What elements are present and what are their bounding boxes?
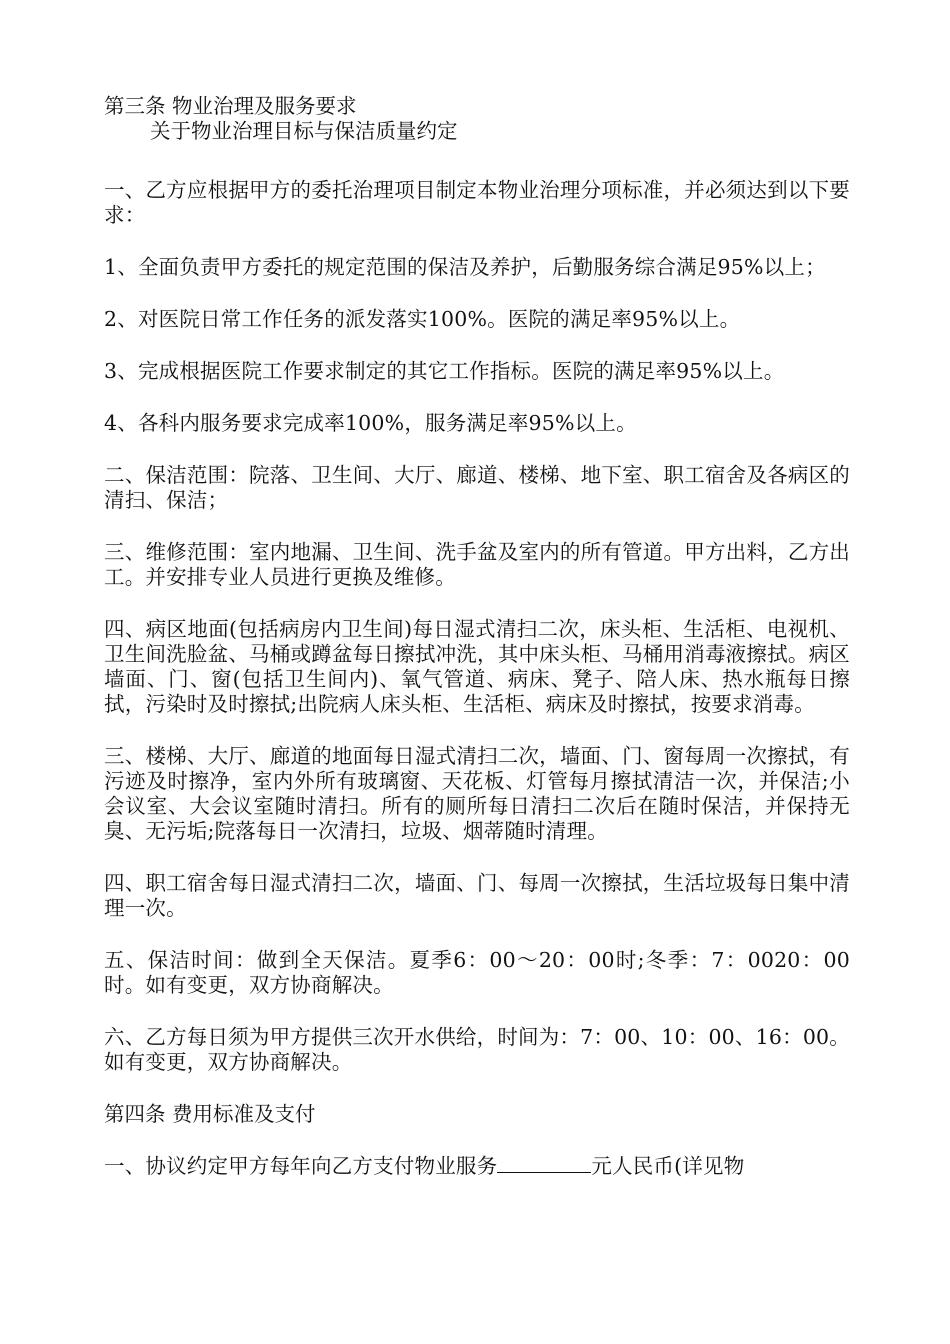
paragraph-public-area-cleaning: 三、楼梯、大厅、廊道的地面每日湿式清扫二次，墙面、门、窗每周一次擦拭，有污迹及时擦净，室内外所有玻璃窗、天花板、灯管每月擦拭清洁一次，并保洁;小会议室、大会议室随时清扫。所有的厕所每日清扫二次后在随时保洁，并保持无臭、无污垢;院落每日一次清扫，垃圾、烟蒂随时清理。 bbox=[104, 744, 850, 843]
paragraph-requirements: 一、乙方应根据甲方的委托治理项目制定本物业治理分项标准，并必须达到以下要求： bbox=[104, 178, 850, 227]
spacer bbox=[104, 144, 850, 178]
fee-text-end: 元人民币(详见物 bbox=[591, 1154, 745, 1178]
article-4-title: 第四条 费用标准及支付 bbox=[104, 1102, 316, 1126]
paragraph-ward-cleaning: 四、病区地面(包括病房内卫生间)每日湿式清扫二次，床头柜、生活柜、电视机、卫生间洗脸盆、马桶或蹲盆每日擦拭冲洗，其中床头柜、马桶用消毒液擦拭。病区墙面、门、窗(包括卫生间内)、氧气管道、病床、凳子、陪人床、热水瓶每日擦拭，污染时及时擦拭;出院病人床头柜、生活柜、病床及时擦拭，按要求消毒。 bbox=[104, 617, 850, 716]
paragraph-item-3: 3、完成根据医院工作要求制定的其它工作指标。医院的满足率95%以上。 bbox=[104, 359, 785, 383]
article-3-subtitle: 关于物业治理目标与保洁质量约定 bbox=[150, 119, 458, 143]
paragraph-item-1: 1、全面负责甲方委托的规定范围的保洁及养护，后勤服务综合满足95%以上； bbox=[104, 255, 826, 279]
paragraph-cleaning-scope: 二、保洁范围：院落、卫生间、大厅、廊道、楼梯、地下室、职工宿舍及各病区的清扫、保洁； bbox=[104, 463, 850, 512]
paragraph-fee-agreement bbox=[104, 1154, 850, 1179]
article-3-title: 第三条 物业治理及服务要求 bbox=[104, 94, 357, 118]
paragraph-item-4: 4、各科内服务要求完成率100%，服务满足率95%以上。 bbox=[104, 411, 637, 435]
paragraph-dormitory-cleaning: 四、职工宿舍每日湿式清扫二次，墙面、门、每周一次擦拭，生活垃圾每日集中清理一次。 bbox=[104, 871, 850, 920]
paragraph-repair-scope: 三、维修范围：室内地漏、卫生间、洗手盆及室内的所有管道。甲方出料，乙方出工。并安排专业人员进行更换及维修。 bbox=[104, 540, 850, 589]
paragraph-item-2: 2、对医院日常工作任务的派发落实100%。医院的满足率95%以上。 bbox=[104, 307, 741, 331]
document-page bbox=[104, 94, 850, 1206]
fee-text-start: 一、协议约定甲方每年向乙方支付物业服务 bbox=[104, 1154, 498, 1178]
fee-amount-blank bbox=[497, 1154, 591, 1173]
paragraph-hot-water: 六、乙方每日须为甲方提供三次开水供给，时间为：7：00、10：00、16：00。如有变更，双方协商解决。 bbox=[104, 1025, 850, 1074]
paragraph-cleaning-hours: 五、保洁时间：做到全天保洁。夏季6：00～20：00时;冬季：7：0020：00时。如有变更，双方协商解决。 bbox=[104, 948, 850, 997]
